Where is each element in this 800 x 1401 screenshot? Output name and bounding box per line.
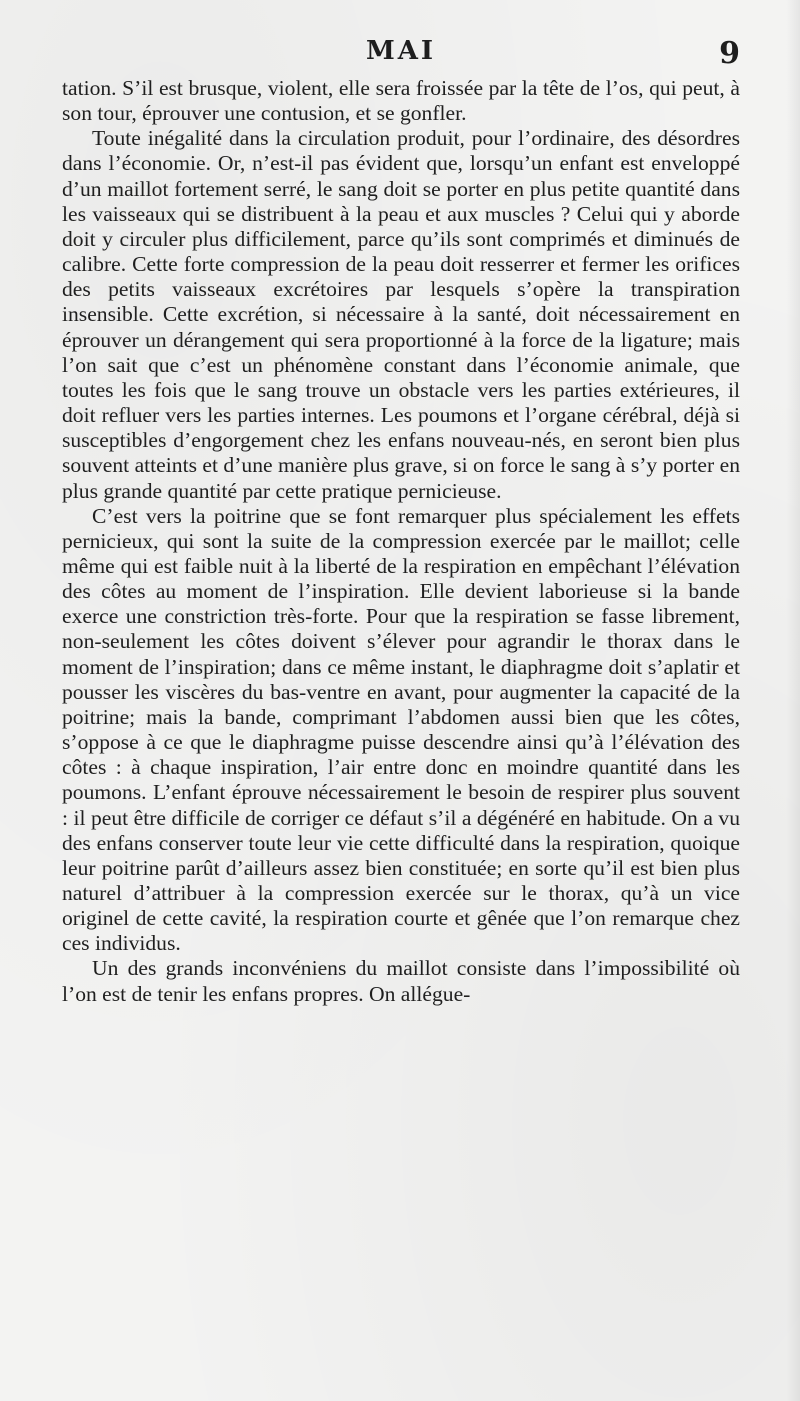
paragraph-circulation: Toute inégalité dans la circulation produit, pour l’ordinaire, des désordres dans l’économie. Or, n’est-il pas évident que, lorsqu’un enfant est enveloppé d’un maillot fortement serré, le sang doit se porter en plus petite quantité dans les vaisseaux qui se distribuent à la peau et aux muscles ? Celui qui y aborde doit y circuler plus difficilement, parce qu’ils sont comprimés et diminués de calibre. Cette forte compression de la peau doit resserrer et fermer les orifices des petits vaisseaux excrétoires par lesquels s’opère la transpiration insensible. Cette excrétion, si nécessaire à la santé, doit nécessairement en éprouver un dérangement qui sera proportionné à la force de la ligature; mais l’on sait que c’est un phénomène constant dans l’économie animale, que toutes les fois que le sang trouve un obstacle vers les parties extérieures, il doit refluer vers les parties internes. Les poumons et l’organe cérébral, déjà si susceptibles d’engorgement chez les enfans nouveau-nés, en seront bien plus souvent atteints et d’une manière plus grave, si on force le sang à s’y porter en plus grande quantité par cette pratique pernicieuse.: [62, 126, 740, 503]
body-text: [62, 76, 740, 1007]
running-head: [62, 36, 740, 72]
page-edge-shadow: [786, 0, 800, 1401]
paragraph-respiration: C’est vers la poitrine que se font remarquer plus spécialement les effets pernicieux, qui sont la suite de la compression exercée par le maillot; celle même qui est faible nuit à la liberté de la respiration en empêchant l’élévation des côtes au moment de l’inspiration. Elle devient laborieuse si la bande exerce une constriction très-forte. Pour que la respiration se fasse librement, non-seulement les côtes doivent s’élever pour agrandir le thorax dans le moment de l’inspiration; dans ce même instant, le diaphragme doit s’aplatir et pousser les viscères du bas-ventre en avant, pour augmenter la capacité de la poitrine; mais la bande, comprimant l’abdomen aussi bien que les côtes, s’oppose à ce que le diaphragme puisse descendre ainsi qu’à l’élévation des côtes : à chaque inspiration, l’air entre donc en moindre quantité dans les poumons. L’enfant éprouve nécessairement le besoin de respirer plus souvent : il peut être difficile de corriger ce défaut s’il a dégénéré en habitude. On a vu des enfans conserver toute leur vie cette difficulté dans la respiration, quoique leur poitrine parût d’ailleurs assez bien constituée; en sorte qu’il est bien plus naturel d’attribuer à la compression exercée sur le thorax, qu’à un vice originel de cette cavité, la respiration courte et gênée que l’on remarque chez ces individus.: [62, 503, 740, 956]
paragraph-continued: tation. S’il est brusque, violent, elle sera froissée par la tête de l’os, qui peut, à son tour, éprouver une contusion, et se gonfler.: [62, 76, 740, 126]
paragraph-cleanliness: Un des grands inconvéniens du maillot consiste dans l’impossibilité où l’on est de tenir les enfans propres. On allégue-: [62, 956, 740, 1006]
page-number: 9: [719, 36, 740, 71]
running-title: MAI: [365, 36, 437, 66]
